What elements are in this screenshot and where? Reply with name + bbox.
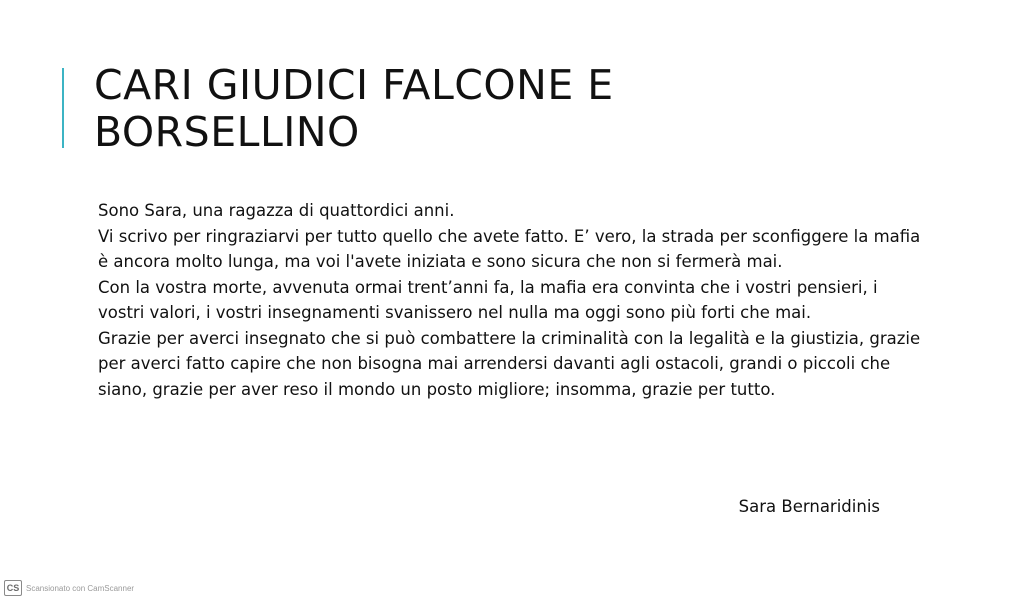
- paragraph: Sono Sara, una ragazza di quattordici anni.: [98, 201, 455, 220]
- title-accent-bar: [62, 68, 64, 148]
- camscanner-logo-icon: CS: [4, 580, 22, 596]
- paragraph: Vi scrivo per ringraziarvi per tutto quello che avete fatto. E’ vero, la strada per sconfiggere la mafia è ancora molto lunga, ma voi l'avete iniziata e sono sicura che non si fermerà mai.: [98, 226, 921, 271]
- signature: Sara Bernaridinis: [738, 497, 880, 516]
- title-line-2: BORSELLINO: [94, 108, 360, 156]
- slide-title: [94, 62, 954, 156]
- watermark-text: Scansionato con CamScanner: [26, 583, 135, 593]
- letter-body: [98, 198, 928, 402]
- paragraph: Con la vostra morte, avvenuta ormai trent’anni fa, la mafia era convinta che i vostri pensieri, i vostri valori, i vostri insegnamenti svanissero nel nulla ma oggi sono più forti che mai.: [98, 277, 878, 322]
- paragraph: Grazie per averci insegnato che si può combattere la criminalità con la legalità e la giustizia, grazie per averci fatto capire che non bisogna mai arrendersi davanti agli ostacoli, grandi o piccoli che siano, grazie per aver reso il mondo un posto migliore; insomma, grazie per tutto.: [98, 328, 921, 399]
- camscanner-watermark: [4, 580, 134, 596]
- title-line-1: CARI GIUDICI FALCONE E: [94, 61, 614, 109]
